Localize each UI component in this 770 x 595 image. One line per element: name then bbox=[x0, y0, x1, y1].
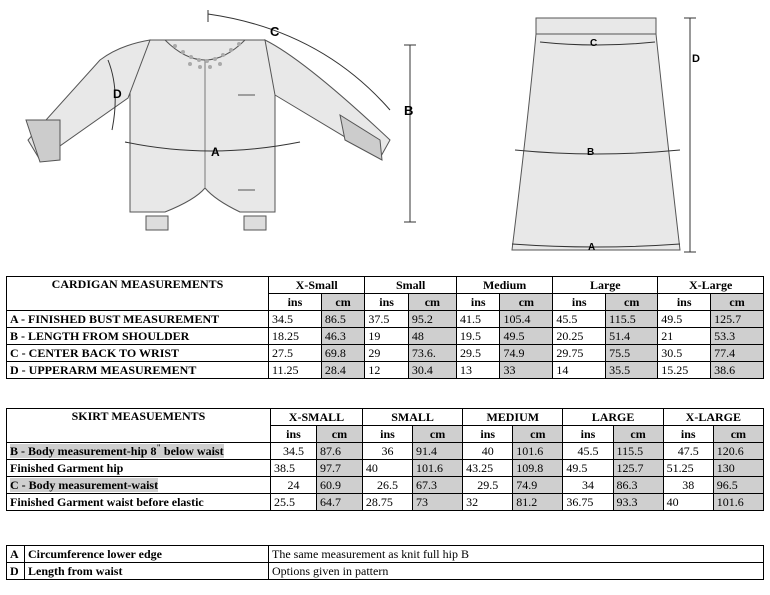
row-label bbox=[7, 494, 271, 511]
unit-ins: ins bbox=[456, 294, 500, 311]
row-label-text: C - Body measurement-waist bbox=[10, 477, 159, 492]
table-cell: 19.5 bbox=[456, 328, 500, 345]
skirt-rows bbox=[7, 443, 764, 511]
table-cell: 49.5 bbox=[500, 328, 553, 345]
table-cell: 86.5 bbox=[321, 311, 365, 328]
legend-desc: Options given in pattern bbox=[269, 563, 764, 580]
table-cell: 77.4 bbox=[711, 345, 764, 362]
table-cell: 27.5 bbox=[269, 345, 322, 362]
table-cell: 20.25 bbox=[553, 328, 606, 345]
table-cell: 29 bbox=[365, 345, 409, 362]
unit-cm: cm bbox=[408, 294, 456, 311]
size-header: X-Large bbox=[658, 277, 764, 294]
table-cell: 93.3 bbox=[613, 494, 663, 511]
unit-cm: cm bbox=[500, 294, 553, 311]
cardigan-title: CARDIGAN MEASUREMENTS bbox=[7, 277, 269, 311]
size-header: MEDIUM bbox=[463, 409, 563, 426]
table-cell: 37.5 bbox=[365, 311, 409, 328]
unit-ins: ins bbox=[563, 426, 613, 443]
legend-row bbox=[7, 563, 764, 580]
size-header: X-Small bbox=[269, 277, 365, 294]
table-cell: 53.3 bbox=[711, 328, 764, 345]
table-cell: 30.5 bbox=[658, 345, 711, 362]
table-cell: 73 bbox=[413, 494, 463, 511]
unit-cm: cm bbox=[711, 294, 764, 311]
cardigan-measurements-table bbox=[6, 276, 764, 379]
table-cell: 49.5 bbox=[563, 460, 613, 477]
table-cell: 46.3 bbox=[321, 328, 365, 345]
table-cell: 25.5 bbox=[271, 494, 317, 511]
table-cell: 26.5 bbox=[362, 477, 412, 494]
table-cell: 97.7 bbox=[316, 460, 362, 477]
legend-name: Length from waist bbox=[25, 563, 269, 580]
cardigan-diagram bbox=[26, 40, 390, 230]
skirt-label-c: C bbox=[590, 38, 598, 49]
table-cell: 38.5 bbox=[271, 460, 317, 477]
skirt-label-b: B bbox=[587, 147, 595, 158]
table-cell: 15.25 bbox=[658, 362, 711, 379]
unit-cm: cm bbox=[321, 294, 365, 311]
table-cell: 29.5 bbox=[456, 345, 500, 362]
table-cell: 81.2 bbox=[513, 494, 563, 511]
row-label: D - UPPERARM MEASUREMENT bbox=[7, 362, 269, 379]
table-cell: 30.4 bbox=[408, 362, 456, 379]
unit-ins: ins bbox=[658, 294, 711, 311]
table-cell: 38.6 bbox=[711, 362, 764, 379]
table-cell: 47.5 bbox=[663, 443, 713, 460]
row-label-text: Finished Garment hip bbox=[10, 460, 124, 475]
table-cell: 74.9 bbox=[500, 345, 553, 362]
table-cell: 73.6. bbox=[408, 345, 456, 362]
table-cell: 36.75 bbox=[563, 494, 613, 511]
table-cell: 60.9 bbox=[316, 477, 362, 494]
skirt-measurements-table bbox=[6, 408, 764, 511]
unit-cm: cm bbox=[513, 426, 563, 443]
table-row bbox=[7, 477, 764, 494]
cardigan-label-d: D bbox=[113, 87, 122, 101]
unit-cm: cm bbox=[606, 294, 658, 311]
table-cell: 105.4 bbox=[500, 311, 553, 328]
table-cell: 43.25 bbox=[463, 460, 513, 477]
table-row bbox=[7, 460, 764, 477]
table-cell: 38 bbox=[663, 477, 713, 494]
unit-ins: ins bbox=[553, 294, 606, 311]
size-header: Medium bbox=[456, 277, 552, 294]
table-cell: 32 bbox=[463, 494, 513, 511]
table-row bbox=[7, 311, 764, 328]
table-row bbox=[7, 494, 764, 511]
table-cell: 109.8 bbox=[513, 460, 563, 477]
table-cell: 48 bbox=[408, 328, 456, 345]
row-label-text bbox=[10, 444, 224, 458]
row-label: B - LENGTH FROM SHOULDER bbox=[7, 328, 269, 345]
unit-cm: cm bbox=[413, 426, 463, 443]
legend-key: D bbox=[7, 563, 25, 580]
skirt-title: SKIRT MEASUEMENTS bbox=[7, 409, 271, 443]
table-row bbox=[7, 345, 764, 362]
row-label: A - FINISHED BUST MEASUREMENT bbox=[7, 311, 269, 328]
cardigan-label-c: C bbox=[270, 24, 280, 39]
row-label-text: Finished Garment waist before elastic bbox=[10, 494, 204, 509]
cardigan-label-a: A bbox=[211, 145, 220, 159]
table-cell: 115.5 bbox=[606, 311, 658, 328]
table-cell: 12 bbox=[365, 362, 409, 379]
skirt-label-d: D bbox=[692, 53, 700, 65]
table-cell: 18.25 bbox=[269, 328, 322, 345]
table-cell: 67.3 bbox=[413, 477, 463, 494]
unit-ins: ins bbox=[362, 426, 412, 443]
row-label bbox=[7, 460, 271, 477]
legend-desc: The same measurement as knit full hip B bbox=[269, 546, 764, 563]
table-cell: 86.3 bbox=[613, 477, 663, 494]
size-header: SMALL bbox=[362, 409, 462, 426]
size-header: Small bbox=[365, 277, 457, 294]
table-cell: 36 bbox=[362, 443, 412, 460]
row-label bbox=[7, 443, 271, 460]
table-cell: 120.6 bbox=[713, 443, 763, 460]
table-cell: 19 bbox=[365, 328, 409, 345]
table-cell: 101.6 bbox=[513, 443, 563, 460]
table-cell: 41.5 bbox=[456, 311, 500, 328]
table-cell: 21 bbox=[658, 328, 711, 345]
table-cell: 24 bbox=[271, 477, 317, 494]
table-cell: 95.2 bbox=[408, 311, 456, 328]
label-sup: " bbox=[156, 442, 161, 452]
table-cell: 64.7 bbox=[316, 494, 362, 511]
table-cell: 51.25 bbox=[663, 460, 713, 477]
table-cell: 14 bbox=[553, 362, 606, 379]
cardigan-rows bbox=[7, 311, 764, 379]
table-cell: 101.6 bbox=[413, 460, 463, 477]
label-part: below waist bbox=[160, 443, 224, 458]
unit-cm: cm bbox=[713, 426, 763, 443]
legend-rows bbox=[7, 546, 764, 580]
legend-key: A bbox=[7, 546, 25, 563]
table-cell: 125.7 bbox=[711, 311, 764, 328]
table-cell: 13 bbox=[456, 362, 500, 379]
table-cell: 87.6 bbox=[316, 443, 362, 460]
table-cell: 28.4 bbox=[321, 362, 365, 379]
unit-ins: ins bbox=[365, 294, 409, 311]
table-cell: 115.5 bbox=[613, 443, 663, 460]
table-cell: 51.4 bbox=[606, 328, 658, 345]
legend-table bbox=[6, 545, 764, 580]
size-header: X-SMALL bbox=[271, 409, 363, 426]
table-cell: 40 bbox=[362, 460, 412, 477]
table-cell: 125.7 bbox=[613, 460, 663, 477]
table-row bbox=[7, 362, 764, 379]
table-cell: 49.5 bbox=[658, 311, 711, 328]
skirt-diagram bbox=[512, 18, 680, 250]
unit-ins: ins bbox=[271, 426, 317, 443]
table-cell: 11.25 bbox=[269, 362, 322, 379]
unit-cm: cm bbox=[613, 426, 663, 443]
size-header: X-LARGE bbox=[663, 409, 763, 426]
table-cell: 74.9 bbox=[513, 477, 563, 494]
table-cell: 34.5 bbox=[269, 311, 322, 328]
table-cell: 45.5 bbox=[563, 443, 613, 460]
unit-ins: ins bbox=[663, 426, 713, 443]
table-cell: 130 bbox=[713, 460, 763, 477]
table-cell: 40 bbox=[463, 443, 513, 460]
skirt-label-a: A bbox=[588, 242, 596, 253]
table-cell: 29.5 bbox=[463, 477, 513, 494]
table-cell: 28.75 bbox=[362, 494, 412, 511]
size-header: LARGE bbox=[563, 409, 663, 426]
unit-ins: ins bbox=[463, 426, 513, 443]
unit-ins: ins bbox=[269, 294, 322, 311]
legend-name: Circumference lower edge bbox=[25, 546, 269, 563]
table-cell: 29.75 bbox=[553, 345, 606, 362]
table-row bbox=[7, 328, 764, 345]
table-cell: 34.5 bbox=[271, 443, 317, 460]
table-cell: 101.6 bbox=[713, 494, 763, 511]
table-cell: 96.5 bbox=[713, 477, 763, 494]
table-cell: 34 bbox=[563, 477, 613, 494]
unit-cm: cm bbox=[316, 426, 362, 443]
table-cell: 35.5 bbox=[606, 362, 658, 379]
label-part: B - Body measurement-hip 8 bbox=[10, 443, 157, 458]
table-cell: 45.5 bbox=[553, 311, 606, 328]
table-cell: 91.4 bbox=[413, 443, 463, 460]
size-header: Large bbox=[553, 277, 658, 294]
row-label bbox=[7, 477, 271, 494]
table-cell: 40 bbox=[663, 494, 713, 511]
garment-diagrams bbox=[0, 0, 770, 270]
legend-row bbox=[7, 546, 764, 563]
table-cell: 69.8 bbox=[321, 345, 365, 362]
table-cell: 33 bbox=[500, 362, 553, 379]
cardigan-label-b: B bbox=[404, 103, 414, 118]
table-cell: 75.5 bbox=[606, 345, 658, 362]
row-label: C - CENTER BACK TO WRIST bbox=[7, 345, 269, 362]
table-row bbox=[7, 443, 764, 460]
